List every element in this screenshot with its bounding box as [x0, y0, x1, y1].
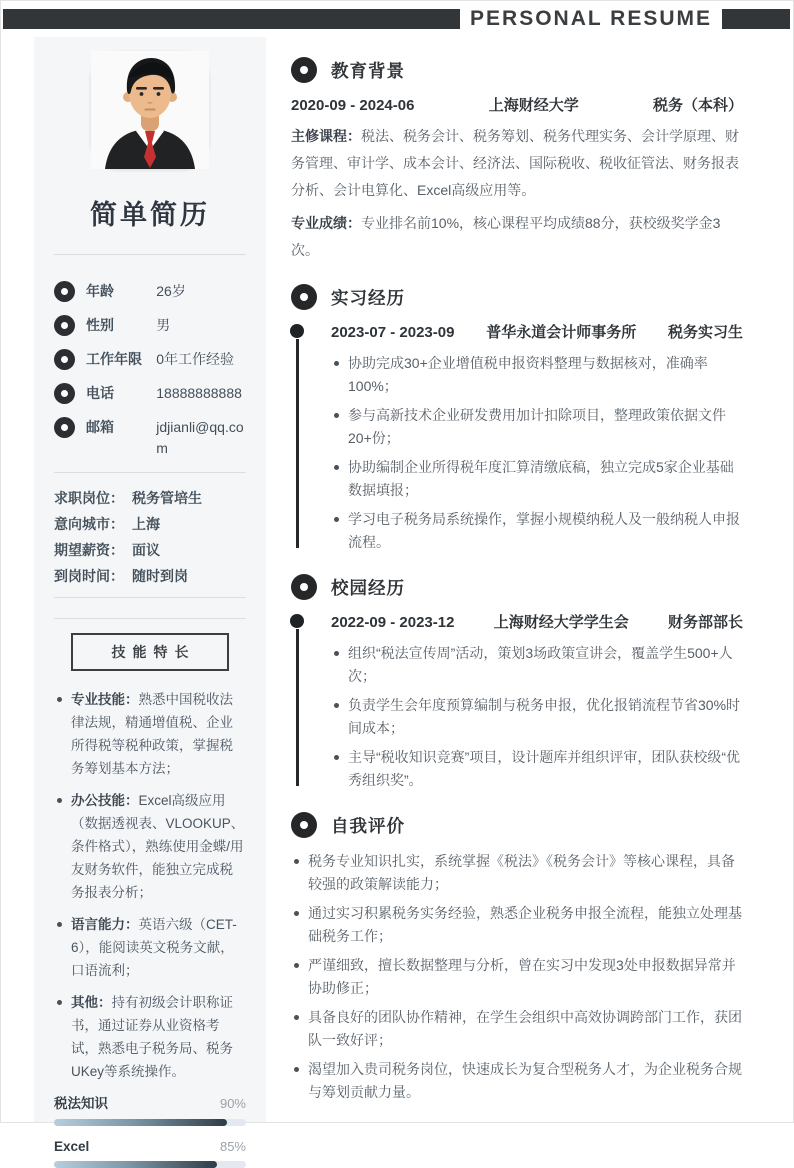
section-title: 校园经历 [331, 577, 405, 598]
education-period: 2020-09 - 2024-06 [291, 97, 415, 114]
campus-bullets [331, 642, 743, 792]
circle-dot-icon [54, 315, 75, 336]
bullet-text: 通过实习积累税务实务经验，熟悉企业税务申报全流程，能独立处理基础税务工作； [308, 905, 742, 944]
bullet-item [331, 352, 743, 398]
info-label: 邮箱 [86, 419, 114, 435]
bullet-dot-icon [294, 859, 299, 864]
info-value: 26岁 [156, 283, 186, 299]
bullet-text: 渴望加入贵司税务岗位，快速成长为复合型税务人才，为企业税务合规与筹划贡献力量。 [308, 1061, 742, 1100]
bullet-item [331, 456, 743, 502]
intent-label: 意向城市： [54, 516, 124, 532]
campus-period: 2022-09 - 2023-12 [331, 614, 455, 631]
info-row [54, 349, 246, 370]
campus-role: 财务部部长 [667, 614, 743, 631]
education-paragraph [291, 210, 743, 264]
divider [54, 254, 246, 255]
section-circle-dot-icon [291, 574, 317, 600]
bullet-dot-icon [334, 755, 339, 760]
skill-lead: 其他： [71, 995, 112, 1010]
bullet-item [291, 1058, 743, 1104]
internship-role: 税务实习生 [667, 324, 743, 341]
male-avatar-illustration [91, 51, 209, 169]
progress-track [54, 1161, 246, 1168]
top-banner [3, 8, 790, 30]
info-value: 男 [156, 317, 171, 333]
skills-title: 技能特长 [111, 644, 196, 660]
skill-text: Excel高级应用（数据透视表、VLOOKUP、条件格式），熟练使用金蝶/用友财务软件，能独立完成税务报表分析； [71, 793, 245, 900]
bullet-dot-icon [57, 798, 62, 803]
info-row [54, 417, 246, 459]
skill-bar [54, 1139, 246, 1168]
divider [54, 472, 246, 473]
internship-entry [291, 322, 743, 554]
info-row [54, 315, 246, 336]
bullet-item [331, 694, 743, 740]
main-content [291, 37, 743, 1122]
profile-photo [91, 51, 209, 169]
section-circle-dot-icon [291, 812, 317, 838]
section-circle-dot-icon [291, 57, 317, 83]
bullet-item [291, 1006, 743, 1052]
bullet-dot-icon [334, 517, 339, 522]
skill-bars [54, 1092, 246, 1168]
bullet-text: 协助编制企业所得税年度汇算清缴底稿，独立完成5家企业基础数据填报； [348, 459, 734, 498]
campus-entry [291, 612, 743, 792]
info-label: 工作年限 [86, 351, 142, 367]
bullet-item [291, 850, 743, 896]
bullet-dot-icon [57, 1000, 62, 1005]
intent-row [54, 541, 246, 559]
internship-bullets [331, 352, 743, 554]
self-evaluation-bullets [291, 850, 743, 1104]
skill-bar-name: 税法知识 [54, 1096, 108, 1111]
bullet-dot-icon [334, 651, 339, 656]
bullet-text: 税务专业知识扎实，系统掌握《税法》《税务会计》等核心课程，具备较强的政策解读能力； [308, 853, 735, 892]
bullet-dot-icon [294, 963, 299, 968]
divider [54, 597, 246, 598]
candidate-name: 简单简历 [90, 200, 210, 230]
intent-value: 面议 [132, 542, 160, 558]
progress-fill [54, 1119, 227, 1126]
skill-lead: 专业技能： [71, 692, 139, 707]
skill-bar-name: Excel [54, 1139, 90, 1154]
circle-dot-icon [54, 281, 75, 302]
bullet-item [331, 642, 743, 688]
banner-bar-left [3, 9, 460, 29]
info-row [54, 281, 246, 302]
internship-period: 2023-07 - 2023-09 [331, 324, 455, 341]
section-self-evaluation [291, 812, 743, 1104]
section-campus [291, 574, 743, 792]
info-row [54, 383, 246, 404]
bullet-item [331, 746, 743, 792]
bullet-text: 参与高新技术企业研发费用加计扣除项目，整理政策依据文件20+份； [348, 407, 726, 446]
bullet-item [331, 404, 743, 450]
sidebar [34, 37, 266, 1154]
skill-text: 持有初级会计职称证书，通过证券从业资格考试，熟悉电子税务局、税务UKey等系统操作。 [71, 995, 233, 1079]
campus-head-row [331, 612, 743, 634]
progress-fill [54, 1161, 217, 1168]
timeline-dot-icon [290, 324, 304, 338]
section-internship [291, 284, 743, 554]
info-value: 18888888888 [156, 385, 242, 401]
skill-item [54, 991, 246, 1083]
bullet-dot-icon [334, 703, 339, 708]
header-title: PERSONAL RESUME [470, 7, 712, 30]
intent-label: 期望薪资： [54, 542, 124, 558]
skill-lead: 语言能力： [71, 917, 139, 932]
education-paragraph [291, 123, 743, 204]
internship-head-row [331, 322, 743, 344]
bullet-dot-icon [57, 922, 62, 927]
section-title: 教育背景 [331, 60, 405, 81]
bullet-dot-icon [334, 413, 339, 418]
section-circle-dot-icon [291, 284, 317, 310]
bullet-dot-icon [57, 697, 62, 702]
info-value: jdjianli@qq.com [156, 419, 244, 456]
skill-item [54, 789, 246, 904]
bullet-text: 负责学生会年度预算编制与税务申报，优化报销流程节省30%时间成本； [348, 697, 741, 736]
intent-row [54, 489, 246, 507]
paragraph-text: 专业排名前10%，核心课程平均成绩88分，获校级奖学金3次。 [291, 215, 721, 258]
bullet-dot-icon [294, 1067, 299, 1072]
intent-row [54, 567, 246, 585]
info-label: 年龄 [86, 283, 114, 299]
section-title: 自我评价 [331, 815, 405, 836]
bullet-item [291, 902, 743, 948]
intent-value: 随时到岗 [132, 568, 188, 584]
bullet-text: 主导“税收知识竞赛”项目，设计题库并组织评审，团队获校级“优秀组织奖”。 [348, 749, 740, 788]
circle-dot-icon [54, 383, 75, 404]
bullet-item [331, 508, 743, 554]
skill-text: 英语六级（CET-6），能阅读英文税务文献，口语流利； [71, 917, 237, 978]
internship-company: 普华永道会计师事务所 [486, 324, 637, 341]
intent-row [54, 515, 246, 533]
basic-info-list [54, 281, 246, 459]
education-paragraphs [291, 123, 743, 264]
skill-item [54, 913, 246, 982]
education-head-row [291, 95, 743, 117]
progress-track [54, 1119, 246, 1126]
info-label: 性别 [86, 317, 114, 333]
bullet-dot-icon [334, 465, 339, 470]
bullet-dot-icon [294, 911, 299, 916]
intent-label: 求职岗位： [54, 490, 124, 506]
banner-bar-right [722, 9, 790, 29]
bullet-text: 协助完成30+企业增值税申报资料整理与数据核对，准确率100%； [348, 355, 708, 394]
bullet-item [291, 954, 743, 1000]
skill-bar-percent: 90% [219, 1096, 246, 1111]
skill-lead: 办公技能： [71, 793, 139, 808]
bullet-text: 严谨细致，擅长数据整理与分析，曾在实习中发现3处申报数据异常并协助修正； [308, 957, 736, 996]
paragraph-lead: 专业成绩： [291, 215, 361, 231]
skill-bar [54, 1092, 246, 1126]
paragraph-text: 税法、税务会计、税务筹划、税务代理实务、会计学原理、财务管理、审计学、成本会计、经济法、国际税收、税收征管法、财务报表分析、会计电算化、Excel高级应用等。 [291, 128, 739, 198]
education-major: 税务（本科） [652, 97, 743, 114]
skills-title-box [71, 633, 229, 671]
intent-value: 税务管培生 [132, 490, 202, 506]
circle-dot-icon [54, 349, 75, 370]
bullet-text: 组织“税法宣传周”活动，策划3场政策宣讲会，覆盖学生500+人次； [348, 645, 733, 684]
section-title: 实习经历 [331, 287, 405, 308]
intent-label: 到岗时间： [54, 568, 124, 584]
divider [54, 618, 246, 619]
bullet-dot-icon [294, 1015, 299, 1020]
circle-dot-icon [54, 417, 75, 438]
timeline-dot-icon [290, 614, 304, 628]
info-label: 电话 [86, 385, 114, 401]
bullet-text: 具备良好的团队协作精神，在学生会组织中高效协调跨部门工作，获团队一致好评； [308, 1009, 742, 1048]
campus-org: 上海财经大学学生会 [493, 614, 629, 631]
skills-list [54, 688, 246, 1083]
info-value: 0年工作经验 [156, 351, 235, 367]
skill-item [54, 688, 246, 780]
section-education [291, 57, 743, 264]
bullet-dot-icon [334, 361, 339, 366]
intent-value: 上海 [132, 516, 160, 532]
paragraph-lead: 主修课程： [291, 128, 361, 144]
skill-bar-percent: 85% [219, 1139, 246, 1154]
job-intention-list [54, 489, 246, 585]
bullet-text: 学习电子税务局系统操作，掌握小规模纳税人及一般纳税人申报流程。 [348, 511, 740, 550]
education-school: 上海财经大学 [488, 97, 579, 114]
skill-text: 熟悉中国税收法律法规，精通增值税、企业所得税等税种政策，掌握税务筹划基本方法； [71, 692, 233, 776]
